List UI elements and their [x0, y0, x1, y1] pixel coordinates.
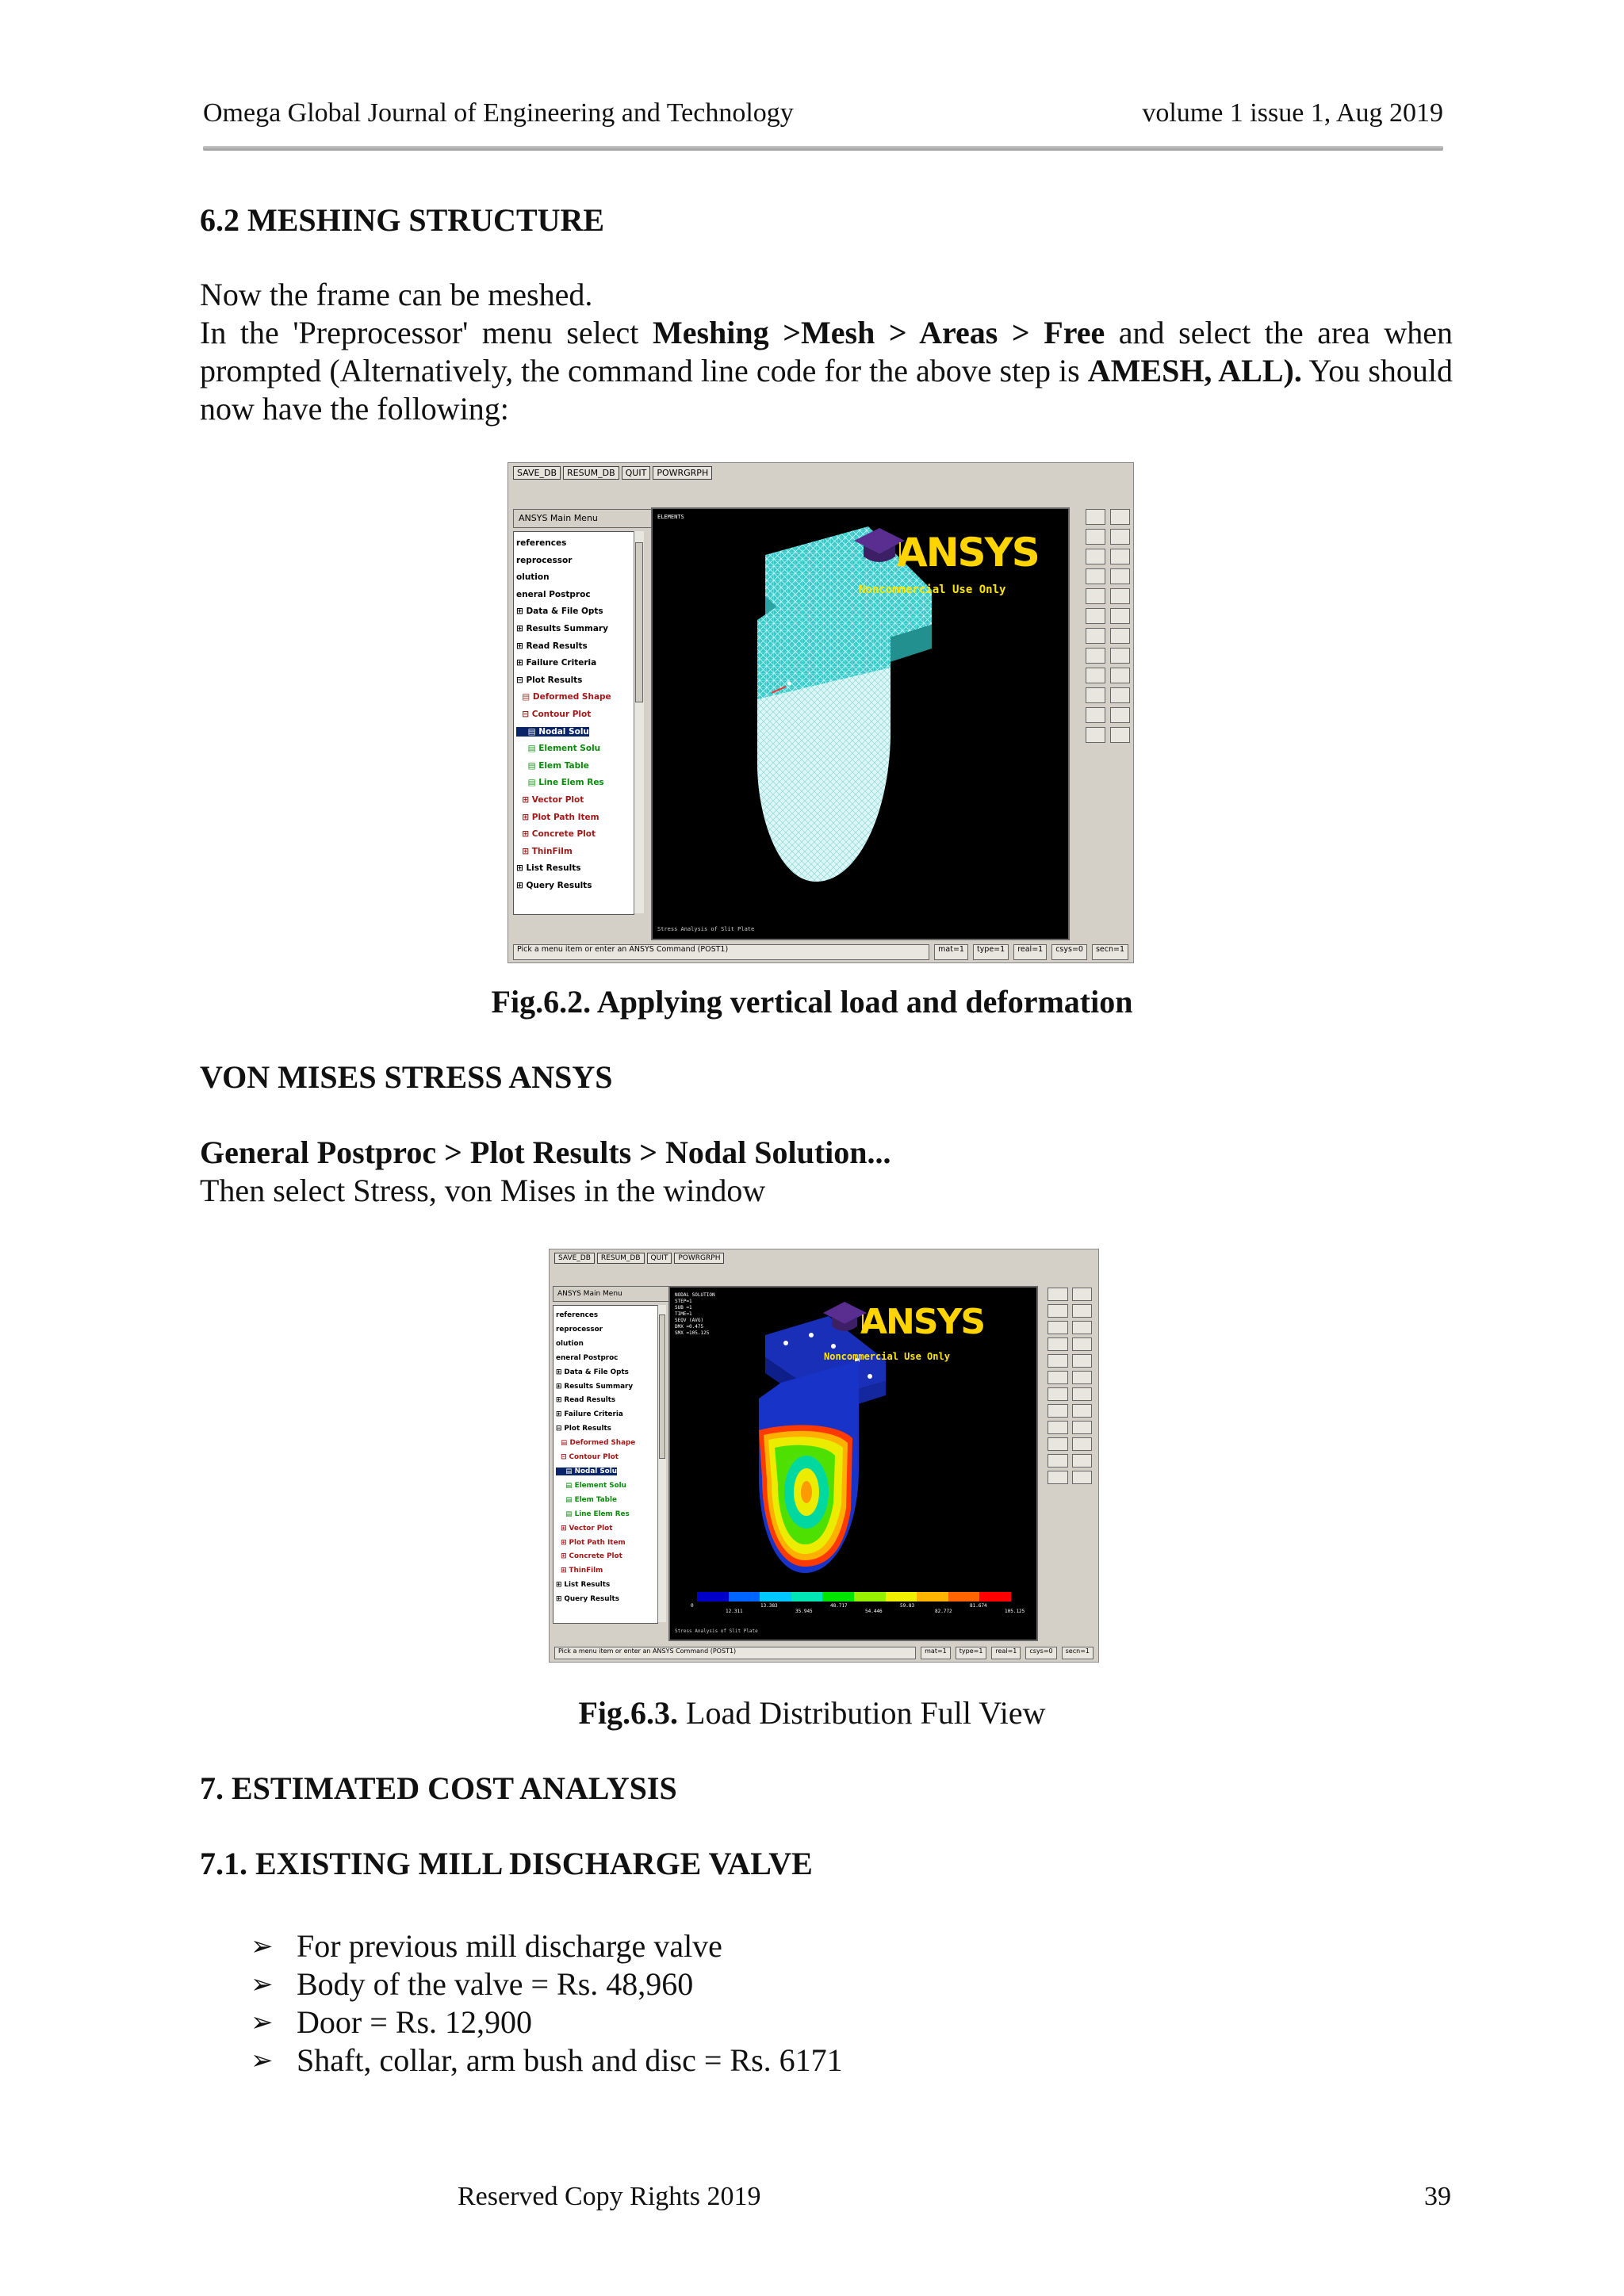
list-item-text: Shaft, collar, arm bush and disc = Rs. 6171 [297, 2042, 843, 2078]
command-input[interactable]: Pick a menu item or enter an ANSYS Command (POST1) [513, 944, 929, 960]
legend-value: 54.446 [865, 1609, 883, 1614]
menu-item-label: ▤ Elem Table [556, 1495, 617, 1504]
noncommercial-label: Noncommercial Use Only [824, 1351, 950, 1362]
rotate-cw-icon[interactable] [1110, 608, 1130, 624]
para-punct: ). [1283, 353, 1302, 388]
legend-swatch [854, 1592, 886, 1601]
front-view-icon[interactable] [1086, 549, 1105, 564]
menu-item[interactable] [516, 621, 634, 638]
ansys-screenshot-mesh [508, 462, 1134, 963]
graphics-window[interactable] [651, 507, 1070, 940]
menu-item-label: ▤ Elem Table [516, 760, 589, 771]
menu-item[interactable] [516, 603, 634, 621]
menu-item[interactable] [516, 553, 634, 570]
dynamic-icon[interactable] [1110, 668, 1130, 683]
ansys-screenshot-stress [549, 1249, 1099, 1663]
ansys-toolbar [508, 463, 1133, 483]
step-select[interactable] [1072, 1454, 1093, 1468]
menu-item[interactable] [516, 809, 634, 827]
menu-item[interactable] [516, 587, 634, 604]
menu-item[interactable] [556, 1352, 657, 1366]
legend-swatch [917, 1592, 948, 1601]
main-menu-title-text: ANSYS Main Menu [519, 513, 598, 523]
view-toolbar [1086, 509, 1130, 743]
legend-value: 0 [691, 1603, 694, 1609]
legend-values [691, 1601, 1025, 1614]
menu-item-label: reprocessor [516, 555, 573, 565]
menu-scrollbar[interactable] [634, 531, 644, 913]
status-field: mat=1 [921, 1647, 951, 1659]
zoom-in-icon[interactable] [1086, 668, 1105, 683]
zoom-box-icon[interactable] [1048, 1437, 1068, 1451]
toolbar-button-resum-db[interactable]: RESUM_DB [597, 1253, 645, 1264]
menu-item-label: ▤ Element Solu [556, 1481, 626, 1490]
menu-item-label: eneral Postproc [556, 1353, 619, 1362]
main-menu-tree [513, 531, 634, 915]
dynamic-icon[interactable] [1072, 1421, 1093, 1434]
menu-item[interactable] [516, 844, 634, 861]
view-select[interactable] [1048, 1288, 1068, 1301]
legend-value: 13.383 [760, 1603, 778, 1609]
back-view-icon[interactable] [1086, 588, 1105, 604]
menu-item[interactable] [556, 1437, 657, 1451]
menu-item-label: ⊞ Read Results [516, 641, 588, 651]
menu-item-label: ⊞ Vector Plot [516, 794, 584, 805]
menu-item[interactable] [556, 1323, 657, 1337]
main-menu-title [553, 1286, 685, 1302]
spin-icon[interactable] [1110, 648, 1130, 664]
menu-item-label: olution [556, 1339, 584, 1348]
status-field: secn=1 [1092, 944, 1128, 960]
side-view-icon[interactable] [1048, 1371, 1068, 1384]
menu-item[interactable] [556, 1536, 657, 1551]
arrow-bullet-icon: ➢ [251, 2007, 274, 2038]
toolbar-button-quit[interactable]: QUIT [622, 466, 651, 480]
section-heading-7-1: 7.1. EXISTING MILL DISCHARGE VALVE [200, 1846, 813, 1881]
plot-title: Stress Analysis of Slit Plate [657, 926, 755, 932]
legend-value: 105.125 [1005, 1609, 1025, 1614]
von-mises-heading: VON MISES STRESS ANSYS [200, 1059, 613, 1095]
ansys-logo [851, 520, 1065, 615]
von-mises-instruction: Then select Stress, von Mises in the window [200, 1173, 766, 1208]
rotate-cw-icon[interactable] [1072, 1371, 1093, 1384]
menu-item-label: ▤ Deformed Shape [516, 692, 611, 702]
status-bar [550, 1644, 1098, 1662]
menu-item[interactable] [556, 1465, 657, 1479]
menu-scrollbar[interactable] [657, 1305, 666, 1622]
side-view-icon[interactable] [1086, 608, 1105, 624]
list-item [251, 1965, 843, 2003]
legend-value: 81.674 [970, 1603, 987, 1609]
status-field: real=1 [1013, 944, 1047, 960]
page-number: 39 [1424, 2182, 1451, 2211]
menu-item[interactable] [556, 1380, 657, 1395]
menu-item[interactable] [516, 638, 634, 656]
ansys-logo [821, 1295, 1035, 1383]
arrow-bullet-icon: ➢ [251, 2045, 274, 2076]
menu-item[interactable] [556, 1337, 657, 1352]
menu-item[interactable] [556, 1564, 657, 1578]
menu-item-label: references [516, 538, 567, 548]
menu-item[interactable] [516, 724, 634, 741]
toolbar-button-quit[interactable]: QUIT [647, 1253, 672, 1264]
legend-swatch [791, 1592, 823, 1601]
fit-icon[interactable] [1048, 1471, 1068, 1484]
legend-swatch [886, 1592, 917, 1601]
rate-icon[interactable] [1110, 687, 1130, 703]
zoom-in-icon[interactable] [1048, 1421, 1068, 1434]
zoom-icon[interactable] [1110, 509, 1130, 525]
menu-item-label: ⊞ Failure Criteria [556, 1410, 623, 1419]
back-view-icon[interactable] [1048, 1354, 1068, 1368]
status-field: type=1 [956, 1647, 987, 1659]
menu-item[interactable] [556, 1408, 657, 1422]
menu-item-label: ⊞ Read Results [556, 1396, 616, 1405]
menu-item[interactable] [516, 706, 634, 724]
menu-item[interactable] [516, 758, 634, 775]
zoom-back-icon[interactable] [1048, 1454, 1068, 1468]
menu-item-label: ⊟ Contour Plot [556, 1453, 619, 1462]
status-field: csys=0 [1025, 1647, 1056, 1659]
menu-item[interactable] [516, 655, 634, 672]
menu-item-label: ⊞ Concrete Plot [556, 1552, 622, 1561]
ansys-wordmark [897, 530, 1039, 576]
figure-caption-6-3 [0, 1694, 1624, 1732]
ansys-wordmark [860, 1302, 984, 1342]
header-rule [203, 146, 1443, 151]
menu-item-label: ⊞ Concrete Plot [516, 829, 596, 840]
legend-value: 48.717 [830, 1603, 848, 1609]
ansys-wordmark-text: ANSYS [897, 530, 1039, 576]
view-select[interactable] [1086, 509, 1105, 525]
left-view-icon[interactable] [1086, 648, 1105, 664]
menu-item-label: ⊞ Query Results [556, 1595, 619, 1604]
menu-item[interactable] [516, 775, 634, 792]
menu-item-label: ▤ Deformed Shape [556, 1439, 636, 1448]
section-heading-6-2: 6.2 MESHING STRUCTURE [200, 202, 605, 238]
menu-item-label: ⊞ List Results [516, 863, 581, 874]
menu-item[interactable] [556, 1366, 657, 1380]
bottom-view-icon[interactable] [1048, 1387, 1068, 1401]
list-item-text: Body of the valve = Rs. 48,960 [297, 1966, 694, 2002]
menu-item[interactable] [516, 792, 634, 809]
menu-item[interactable] [556, 1522, 657, 1536]
figure-caption-6-2: Fig.6.2. Applying vertical load and deformation [491, 984, 1133, 1020]
main-menu-title-text: ANSYS Main Menu [557, 1290, 622, 1298]
rotate-down-icon[interactable] [1072, 1354, 1093, 1368]
toolbar-button-save-db[interactable]: SAVE_DB [554, 1253, 595, 1264]
intro-line: Now the frame can be meshed. [200, 277, 593, 312]
zoom-back-icon[interactable] [1086, 707, 1105, 723]
reset-icon[interactable] [1072, 1471, 1093, 1484]
legend-swatch [948, 1592, 980, 1601]
menu-item-label: ⊞ Plot Path Item [556, 1538, 626, 1547]
menu-item[interactable] [556, 1451, 657, 1465]
status-field: csys=0 [1051, 944, 1087, 960]
list-item [251, 2003, 843, 2042]
pan-left-icon[interactable] [1072, 1304, 1093, 1318]
legend-value: 82.772 [935, 1609, 952, 1614]
fit-icon[interactable] [1086, 727, 1105, 743]
rotate-ccw-icon[interactable] [1110, 628, 1130, 644]
menu-item[interactable] [556, 1422, 657, 1437]
legend-swatch [979, 1592, 1011, 1601]
menu-item[interactable] [516, 860, 634, 878]
menu-item[interactable] [556, 1550, 657, 1564]
top-view-icon[interactable] [1048, 1337, 1068, 1351]
para-text: and select the area when prompted (Alternatively, the command line code for the above step is [200, 315, 1453, 388]
pan-left-icon[interactable] [1110, 529, 1130, 545]
menu-item-label: reprocessor [556, 1325, 603, 1334]
toolbar-button-powrgrph[interactable]: POWRGRPH [674, 1253, 724, 1264]
zoom-box-icon[interactable] [1086, 687, 1105, 703]
toolbar-button-resum-db[interactable]: RESUM_DB [563, 466, 619, 480]
stress-legend [691, 1592, 1025, 1614]
menu-item[interactable] [556, 1394, 657, 1408]
toolbar-button-powrgrph[interactable]: POWRGRPH [653, 466, 712, 480]
left-view-icon[interactable] [1048, 1404, 1068, 1418]
list-item-text: For previous mill discharge valve [297, 1928, 722, 1964]
iso-view-icon[interactable] [1086, 529, 1105, 545]
menu-item-label: ⊟ Plot Results [516, 675, 583, 685]
para-text: You should now have the following: [200, 353, 1454, 427]
legend-swatch [697, 1592, 729, 1601]
step-select[interactable] [1110, 707, 1130, 723]
iso-view-icon[interactable] [1048, 1304, 1068, 1318]
section-heading-7: 7. ESTIMATED COST ANALYSIS [200, 1770, 677, 1806]
journal-name: Omega Global Journal of Engineering and Technology [203, 98, 794, 128]
legend-swatch [760, 1592, 791, 1601]
legend-swatch [822, 1592, 854, 1601]
status-field: real=1 [991, 1647, 1021, 1659]
status-field: type=1 [973, 944, 1009, 960]
menu-item[interactable] [516, 569, 634, 587]
menu-item-label: ▤ Element Solu [516, 744, 601, 754]
cost-list [251, 1927, 843, 2080]
plot-info: NODAL SOLUTION STEP=1 SUB =1 TIME=1 SEQV (AVG) DMX =0.475 SMX =105.125 [675, 1292, 715, 1336]
menu-item-label: ⊞ ThinFilm [556, 1567, 603, 1575]
menu-item-label: olution [516, 572, 550, 583]
menu-item-label: ⊞ Vector Plot [556, 1524, 613, 1533]
menu-item-label: ⊞ Data & File Opts [516, 607, 603, 617]
top-view-icon[interactable] [1086, 568, 1105, 584]
rotate-down-icon[interactable] [1110, 588, 1130, 604]
menu-item[interactable] [516, 826, 634, 844]
caption-label: Fig.6.3. [578, 1695, 679, 1731]
spin-icon[interactable] [1072, 1404, 1093, 1418]
menu-item-label: ⊞ Results Summary [516, 623, 608, 633]
arrow-bullet-icon: ➢ [251, 1931, 274, 1962]
rotate-up-icon[interactable] [1072, 1337, 1093, 1351]
menu-item[interactable] [516, 672, 634, 690]
menu-item[interactable] [516, 740, 634, 758]
menu-item[interactable] [556, 1508, 657, 1522]
status-bar [508, 942, 1133, 962]
bottom-view-icon[interactable] [1086, 628, 1105, 644]
menu-item-label: ⊞ Plot Path Item [516, 812, 599, 822]
menu-item-label: ⊞ Failure Criteria [516, 658, 597, 668]
legend-value: 35.945 [795, 1609, 813, 1614]
view-toolbar [1048, 1288, 1092, 1484]
menu-item-label: references [556, 1311, 599, 1319]
para-text: In the 'Preprocessor' menu select [200, 315, 653, 350]
issue-info: volume 1 issue 1, Aug 2019 [1142, 98, 1443, 128]
noncommercial-label: Noncommercial Use Only [859, 584, 1006, 596]
legend-swatch [729, 1592, 760, 1601]
toolbar-button-save-db[interactable]: SAVE_DB [513, 466, 561, 480]
footer-copyright: Reserved Copy Rights 2019 [458, 2182, 761, 2211]
menu-item[interactable] [556, 1309, 657, 1323]
menu-item-label: ▤ Line Elem Res [516, 778, 604, 788]
status-field: secn=1 [1062, 1647, 1094, 1659]
legend-value: 59.83 [900, 1603, 915, 1609]
caption-text: Load Distribution Full View [678, 1695, 1046, 1731]
list-item [251, 2042, 843, 2080]
menu-item-label: ▤ Line Elem Res [556, 1510, 630, 1518]
main-menu-tree [553, 1305, 658, 1624]
menu-item-label: ▤ Nodal Solu [516, 726, 589, 737]
rotate-up-icon[interactable] [1110, 568, 1130, 584]
ansys-wordmark-text: ANSYS [860, 1302, 985, 1342]
menu-item[interactable] [556, 1479, 657, 1494]
ansys-toolbar [550, 1249, 1098, 1267]
plot-title: Stress Analysis of Slit Plate [675, 1628, 758, 1634]
arrow-bullet-icon: ➢ [251, 1969, 274, 2000]
menu-item-label: ⊞ Data & File Opts [556, 1368, 629, 1376]
menu-item[interactable] [516, 535, 634, 553]
command-input[interactable]: Pick a menu item or enter an ANSYS Command (POST1) [554, 1647, 916, 1659]
legend-colorbar [697, 1592, 1011, 1601]
rotate-ccw-icon[interactable] [1072, 1387, 1093, 1401]
plot-info: ELEMENTS [657, 514, 684, 520]
menu-item-label: ⊞ Results Summary [556, 1382, 634, 1391]
pan-right-icon[interactable] [1072, 1321, 1093, 1334]
zoom-icon[interactable] [1072, 1288, 1093, 1301]
graphics-window[interactable] [668, 1286, 1038, 1641]
legend-value: 12.311 [726, 1609, 743, 1614]
menu-item[interactable] [516, 689, 634, 706]
main-menu-title [513, 509, 667, 528]
reset-icon[interactable] [1110, 727, 1130, 743]
menu-item[interactable] [556, 1578, 657, 1593]
meshing-paragraph [200, 314, 1453, 428]
list-item [251, 1927, 843, 1965]
postproc-path: General Postproc > Plot Results > Nodal Solution... [200, 1135, 891, 1170]
menu-item-label: ⊟ Plot Results [556, 1425, 611, 1433]
status-field: mat=1 [934, 944, 968, 960]
pan-right-icon[interactable] [1110, 549, 1130, 564]
menu-item-label: ⊞ Query Results [516, 880, 592, 890]
menu-item-label: ⊞ List Results [556, 1581, 611, 1590]
menu-item[interactable] [516, 878, 634, 895]
menu-item-label: ⊟ Contour Plot [516, 709, 592, 719]
rate-icon[interactable] [1072, 1437, 1093, 1451]
menu-path: Meshing >Mesh > Areas > Free [652, 315, 1105, 350]
front-view-icon[interactable] [1048, 1321, 1068, 1334]
menu-item-label: ⊞ ThinFilm [516, 846, 573, 856]
menu-item-label: ▤ Nodal Solu [556, 1467, 617, 1475]
menu-item-label: eneral Postproc [516, 589, 591, 599]
list-item-text: Door = Rs. 12,900 [297, 2004, 533, 2040]
command-code: AMESH, ALL [1087, 353, 1284, 388]
menu-item[interactable] [556, 1593, 657, 1607]
menu-item[interactable] [556, 1494, 657, 1508]
